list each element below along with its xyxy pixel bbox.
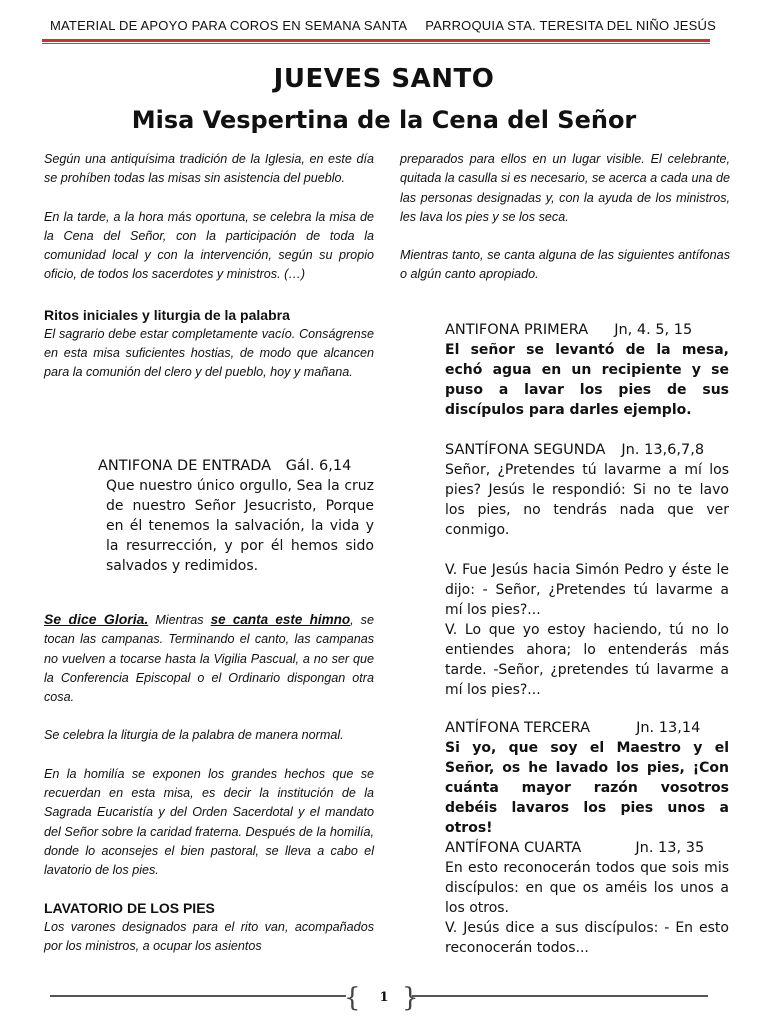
page-title: JUEVES SANTO	[273, 64, 495, 94]
page-header	[44, 14, 720, 38]
antiphon-verse: V. Fue Jesús hacia Simón Pedro y éste le dijo: - Señor, ¿Pretendes tú lavarme a mí los pies?...	[445, 562, 729, 618]
footer-brace-left: {	[344, 983, 361, 1013]
antiphon-title: ANTÍFONA TERCERA	[445, 720, 591, 736]
page-subtitle: Misa Vespertina de la Cena del Señor	[131, 106, 637, 134]
footer-rule-left	[50, 995, 346, 997]
paragraph-gloria: Se dice Gloria. Mientras se canta este himno, se tocan las campanas. Terminando el canto, las campanas no vuelven a tocarse hasta la Vigilia Pascual, a no ser que la Conferencia Episcopal o el Ordinario dispongan otra cosa.	[44, 611, 374, 705]
paragraph: Mientras tanto, se canta alguna de las siguientes antífonas o algún canto apropiado.	[400, 248, 730, 282]
antiphon-reference: Jn. 13,14	[636, 720, 701, 736]
footer-rule-right	[412, 995, 708, 997]
antiphon-reference: Jn. 13, 35	[635, 840, 705, 856]
antiphon-primera	[445, 320, 729, 420]
antiphon-title: ANTÍFONA CUARTA	[445, 840, 582, 856]
left-column	[44, 150, 374, 383]
left-column-lower	[44, 610, 374, 956]
antiphon-reference: Jn. 13,6,7,8	[621, 442, 705, 458]
gloria-label: Se dice Gloria.	[44, 611, 149, 627]
antiphon-title: ANTIFONA PRIMERA	[445, 322, 589, 338]
antiphon-text: Si yo, que soy el Maestro y el Señor, os he lavado los pies, ¡Con cuánta mayor razón vosotros debéis lavaros los pies unos a otros!	[445, 740, 729, 836]
antiphon-heading	[98, 456, 374, 476]
antiphon-text: Señor, ¿Pretendes tú lavarme a mí los pies? Jesús le respondió: Si no te lavo los pies, no tendrás nada que ver conmigo.	[445, 462, 729, 538]
paragraph: Según una antiquísima tradición de la Iglesia, en este día se prohíben todas las misas sin asistencia del pueblo.	[44, 152, 374, 186]
antiphon-text: Que nuestro único orgullo, Sea la cruz de nuestro Señor Jesucristo, Porque en él tenemos la salvación, la vida y la resurrección, y por él hemos sido salvados y redimidos.	[106, 478, 374, 574]
antiphon-tercera	[445, 718, 729, 838]
footer-brace-right: }	[402, 983, 419, 1013]
paragraph: Los varones designados para el rito van, acompañados por los ministros, a ocupar los asientos	[44, 919, 374, 953]
header-rule-gray	[42, 43, 710, 44]
antiphon-verse: V. Jesús dice a sus discípulos: - En esto reconocerán todos...	[445, 920, 729, 956]
paragraph: Se celebra la liturgia de la palabra de manera normal.	[44, 728, 344, 743]
header-right-text: PARROQUIA STA. TERESITA DEL NIÑO JESÚS	[425, 18, 716, 33]
hymn-emphasis: se canta este himno	[210, 612, 351, 627]
paragraph: En la homilía se exponen los grandes hechos que se recuerdan en esta misa, es decir la institución de la Sagrada Eucaristía y del Orden Sacerdotal y el mandato del Señor sobre la caridad fraterna. Después de la homilía, donde lo aconsejes el bien pastoral, se lleva a cabo el lavatorio de los pies.	[44, 766, 374, 878]
paragraph: preparados para ellos en un lugar visible. El celebrante, quitada la casulla si es necesario, se acerca a cada una de las personas designadas y, con la ayuda de los ministros, les lava los pies y se los seca.	[400, 152, 730, 224]
antiphon-text: En esto reconocerán todos que sois mis discípulos: en que os améis los unos a los otros.	[445, 860, 729, 916]
antiphon-entrada	[98, 456, 374, 576]
antiphon-text: El señor se levantó de la mesa, echó agua en un recipiente y se puso a lavar los pies de sus discípulos para darles ejemplo.	[445, 342, 729, 418]
header-left-text: MATERIAL DE APOYO PARA COROS EN SEMANA SANTA	[50, 18, 408, 33]
section-heading: LAVATORIO DE LOS PIES	[44, 899, 215, 916]
antiphon-segunda	[445, 440, 729, 700]
antiphon-cuarta	[445, 838, 729, 958]
antiphon-title: SANTÍFONA SEGUNDA	[445, 442, 606, 458]
antiphon-verse: V. Lo que yo estoy haciendo, tú no lo entiendes ahora; lo entenderás más tarde. -Señor, ¿pretendes tú lavarme a mí los pies?...	[445, 622, 729, 698]
right-column	[400, 150, 730, 285]
antiphon-title: ANTIFONA DE ENTRADA	[98, 458, 272, 474]
antiphon-reference: Gál. 6,14	[285, 458, 352, 474]
section-heading: Ritos iniciales y liturgia de la palabra	[44, 306, 290, 323]
paragraph: El sagrario debe estar completamente vacío. Conságrense en esta misa suficientes hostias, de modo que alcancen para la comunión del clero y del pueblo, hoy y mañana.	[44, 326, 374, 380]
header-rule-red	[42, 39, 710, 42]
antiphon-reference: Jn, 4. 5, 15	[614, 322, 693, 338]
page-number: 1	[379, 990, 389, 1005]
paragraph: En la tarde, a la hora más oportuna, se celebra la misa de la Cena del Señor, con la participación de toda la comunidad local y con la intervención, según su propio oficio, de todos los sacerdotes y ministros. (…)	[44, 209, 374, 282]
